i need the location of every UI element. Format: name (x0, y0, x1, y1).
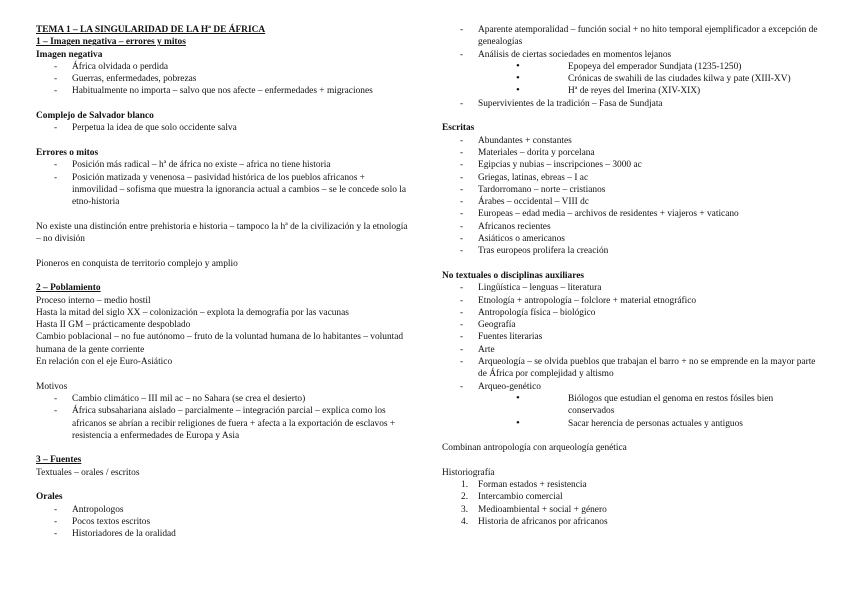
list-item: - Materiales – dorita y porcelana (442, 147, 818, 159)
orales-list (36, 504, 412, 541)
list-item-text: Medioambiental + social + género (478, 504, 607, 515)
poblamiento-line: Cambio poblacional – no fue autónomo – fruto de la voluntad humana de lo habitantes – voluntad humana de la gente corriente (36, 332, 404, 355)
list-item: • Epopeya del emperador Sundjata (1235-1250) (532, 61, 818, 73)
list-item: - Griegas, latinas, ebreas – I ac (442, 172, 818, 184)
list-item-text: Historia de africanos por africanos (478, 516, 608, 527)
list-item: - Tras europeos prolifera la creación (442, 245, 818, 257)
combinan-paragraph: Combinan antropología con arqueología genética (442, 443, 627, 454)
list-item: - Europeas – edad media – archivos de residentes + viajeros + vaticano (442, 208, 818, 220)
list-item: - África olvidada o perdida (36, 61, 412, 73)
list-item: - Posición matizada y venenosa – pasividad histórica de los pueblos africanos + inmovilidad – sofisma que muestra la ignorancia actual a cambios – se le concede solo la etno-historia (36, 172, 412, 209)
errores-list (36, 159, 412, 208)
historiografia-list (442, 479, 818, 528)
section-2-heading: 2 – Poblamiento (36, 283, 101, 294)
list-item: - Guerras, enfermedades, pobrezas (36, 73, 412, 85)
list-item: • Biólogos que estudian el genoma en restos fósiles bien conservados (532, 393, 818, 418)
list-item: - Tardorromano – norte – cristianos (442, 184, 818, 196)
list-item: - Historiadores de la oralidad (36, 528, 412, 540)
no-textuales-list (442, 282, 818, 430)
complejo-list (36, 122, 412, 134)
list-item: - Habitualmente no importa – salvo que nos afecte – enfermedades + migraciones (36, 85, 412, 97)
section-1-heading: 1 – Imagen negativa – errores y mitos (36, 37, 186, 48)
list-item (442, 479, 818, 491)
list-item: - Antropologos (36, 504, 412, 516)
arqueo-genetico-sub-list (478, 393, 818, 430)
list-item: - Cambio climático – III mil ac – no Sahara (se crea el desierto) (36, 393, 412, 405)
escritas-heading: Escritas (442, 123, 475, 134)
list-item: - Árabes – occidental – VIII dc (442, 196, 818, 208)
imagen-negativa-list (36, 61, 412, 98)
list-item-text: Intercambio comercial (478, 492, 563, 503)
motivos-list (36, 393, 412, 442)
poblamiento-line: Hasta II GM – prácticamente despoblado (36, 320, 191, 331)
imagen-negativa-heading: Imagen negativa (36, 49, 103, 60)
orales-sub-list (478, 61, 818, 98)
list-item: - Arqueología – se olvida pueblos que trabajan el barro + no se emprende en la mayor parte de África por complejidad y altismo (442, 356, 818, 381)
list-item (442, 504, 818, 516)
list-number: 1. (461, 479, 469, 490)
historiografia-heading: Historiografía (442, 467, 495, 478)
list-item-text: Análisis de ciertas sociedades en momentos lejanos (478, 49, 672, 60)
list-item: - Arte (442, 344, 818, 356)
orales-heading: Orales (36, 492, 63, 503)
list-item: - Posición más radical – hª de áfrica no existe – africa no tiene historia (36, 159, 412, 171)
no-textuales-heading: No textuales o disciplinas auxiliares (442, 270, 585, 281)
list-item: - Supervivientes de la tradición – Fasa de Sundjata (442, 98, 818, 110)
list-number: 3. (461, 504, 469, 515)
list-item: - Abundantes + constantes (442, 135, 818, 147)
section-3-heading: 3 – Fuentes (36, 455, 82, 466)
escritas-list (442, 135, 818, 258)
list-item: • Crónicas de swahili de las ciudades kilwa y pate (XIII-XV) (532, 73, 818, 85)
poblamiento-line: Hasta la mitad del siglo XX – colonización – explota la demografía por las vacunas (36, 307, 349, 318)
list-item: - Egipcias y nubias – inscripciones – 3000 ac (442, 159, 818, 171)
paragraph-distincion: No existe una distinción entre prehistoria e historia – tampoco la hª de la civilización y la etnología – no división (36, 221, 408, 245)
list-item (442, 491, 818, 503)
document-title: TEMA 1 – LA SINGULARIDAD DE LA Hª DE ÁFRICA (36, 25, 266, 35)
errores-heading: Errores o mitos (36, 147, 99, 158)
list-item: - Africanos recientes (442, 221, 818, 233)
list-item: - Perpetua la idea de que solo occidente salva (36, 122, 412, 134)
list-item: • Hª de reyes del Imerina (XIV-XIX) (532, 85, 818, 97)
left-column (36, 24, 412, 540)
list-item-text: Forman estados + resistencia (478, 479, 587, 490)
paragraph-pioneros: Pioneros en conquista de territorio complejo y amplio (36, 258, 238, 269)
list-item: - Pocos textos escritos (36, 516, 412, 528)
list-item: - Asiáticos o americanos (442, 233, 818, 245)
list-item: • Sacar herencia de personas actuales y antiguos (532, 418, 818, 430)
list-item: - Etnología + antropología – folclore + material etnográfico (442, 295, 818, 307)
list-item (442, 49, 818, 98)
list-item (442, 381, 818, 430)
motivos-heading: Motivos (36, 381, 68, 392)
list-item: - Fuentes literarias (442, 331, 818, 343)
list-number: 4. (461, 516, 469, 527)
list-item: - Geografía (442, 319, 818, 331)
right-column (442, 24, 818, 528)
list-number: 2. (461, 492, 469, 503)
complejo-heading: Complejo de Salvador blanco (36, 111, 154, 122)
poblamiento-line: En relación con el eje Euro-Asiático (36, 357, 173, 368)
list-item: - África subsahariana aislado – parcialmente – integración parcial – explica como los africanos se abrían a recibir religiones de fuera + afecta a la exportación de esclavos + resistencia a enfermedades de Europa y Asia (36, 405, 412, 442)
orales-continued-list (442, 24, 818, 110)
list-item: - Aparente atemporalidad – función social + no hito temporal ejemplificador a excepción de genealogías (442, 24, 818, 49)
list-item (442, 516, 818, 528)
list-item: - Antropología física – biológico (442, 307, 818, 319)
list-item-text: Arqueo-genético (478, 381, 541, 392)
poblamiento-line: Proceso interno – medio hostil (36, 295, 151, 306)
list-item: - Lingüística – lenguas – literatura (442, 282, 818, 294)
fuentes-line: Textuales – orales / escritos (36, 467, 140, 478)
